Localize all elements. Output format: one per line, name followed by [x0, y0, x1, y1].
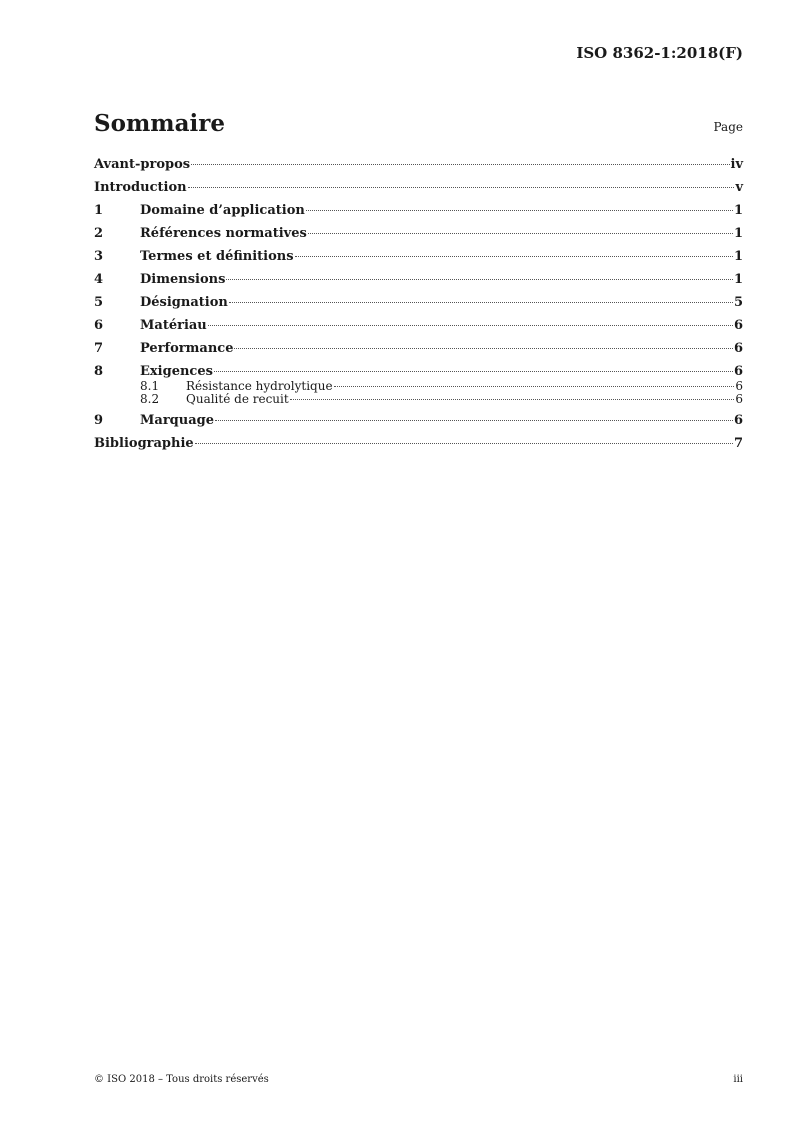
- dot-leader: [234, 348, 732, 349]
- dot-leader: [191, 164, 729, 165]
- dot-leader: [195, 443, 733, 444]
- dot-leader: [215, 420, 733, 421]
- toc-entry-5[interactable]: [94, 295, 743, 311]
- toc-entry-number: 5: [94, 295, 104, 310]
- dot-leader: [334, 386, 735, 387]
- toc-entry-page: 1: [733, 226, 743, 241]
- toc-entry-number: 8: [94, 364, 104, 379]
- toc-entry-page: 6: [733, 341, 743, 356]
- contents-heading-row: [94, 110, 743, 140]
- toc-entry-2[interactable]: [94, 226, 743, 242]
- toc-entry-page: 6: [733, 318, 743, 333]
- toc-entry-8-2[interactable]: [94, 393, 743, 406]
- toc-entry-label: Exigences: [140, 364, 213, 379]
- toc-entry-label: Marquage: [140, 413, 214, 428]
- toc-entry-label: Performance: [140, 341, 234, 356]
- toc-entry-label: Qualité de recuit: [186, 392, 289, 406]
- table-of-contents: [94, 157, 743, 452]
- toc-entry-label: Domaine d’application: [140, 203, 305, 218]
- toc-entry-label: Avant-propos: [94, 157, 191, 172]
- toc-entry-7[interactable]: [94, 341, 743, 357]
- toc-entry-number: 2: [94, 226, 104, 241]
- toc-entry-label: Résistance hydrolytique: [186, 379, 333, 393]
- toc-entry-page: 5: [733, 295, 743, 310]
- toc-entry-page: 6: [733, 364, 743, 379]
- dot-leader: [226, 279, 733, 280]
- toc-entry-number: 9: [94, 413, 104, 428]
- toc-entry-4[interactable]: [94, 272, 743, 288]
- toc-entry-label: Termes et définitions: [140, 249, 294, 264]
- toc-entry-page: 1: [733, 203, 743, 218]
- toc-entry-number: 4: [94, 272, 104, 287]
- toc-entry-page: v: [735, 180, 743, 195]
- dot-leader: [308, 233, 733, 234]
- toc-entry-number: 8.2: [140, 392, 160, 406]
- dot-leader: [188, 187, 735, 188]
- toc-entry-label: Dimensions: [140, 272, 226, 287]
- document-id: ISO 8362-1:2018(F): [576, 44, 743, 62]
- toc-entry-6[interactable]: [94, 318, 743, 334]
- toc-entry-8[interactable]: [94, 364, 743, 380]
- toc-entry-page: 6: [733, 413, 743, 428]
- toc-entry-number: 3: [94, 249, 104, 264]
- footer-copyright: © ISO 2018 – Tous droits réservés: [94, 1074, 269, 1085]
- page-column-label: Page: [713, 120, 743, 134]
- toc-entry-number: 8.1: [140, 379, 160, 393]
- toc-entry-label: Désignation: [140, 295, 228, 310]
- footer-page-number: iii: [733, 1074, 743, 1085]
- toc-entry-page: iv: [730, 157, 743, 172]
- page-title: Sommaire: [94, 110, 226, 137]
- toc-entry-page: 7: [733, 436, 743, 451]
- dot-leader: [208, 325, 733, 326]
- dot-leader: [295, 256, 733, 257]
- toc-entry-label: Références normatives: [140, 226, 307, 241]
- toc-entry-number: 1: [94, 203, 104, 218]
- toc-entry-page: 1: [733, 249, 743, 264]
- dot-leader: [306, 210, 733, 211]
- toc-entry-page: 6: [735, 392, 743, 406]
- toc-entry-label: Introduction: [94, 180, 187, 195]
- toc-entry-1[interactable]: [94, 203, 743, 219]
- toc-entry-3[interactable]: [94, 249, 743, 265]
- toc-entry-number: 7: [94, 341, 104, 356]
- toc-entry-label: Bibliographie: [94, 436, 194, 451]
- toc-entry-number: 6: [94, 318, 104, 333]
- dot-leader: [290, 399, 735, 400]
- dot-leader: [214, 371, 733, 372]
- toc-entry-bibliographie[interactable]: [94, 436, 743, 452]
- toc-entry-introduction[interactable]: [94, 180, 743, 196]
- toc-entry-page: 1: [733, 272, 743, 287]
- toc-entry-avant-propos[interactable]: [94, 157, 743, 173]
- toc-entry-label: Matériau: [140, 318, 207, 333]
- toc-entry-page: 6: [735, 379, 743, 393]
- toc-entry-9[interactable]: [94, 413, 743, 429]
- dot-leader: [229, 302, 733, 303]
